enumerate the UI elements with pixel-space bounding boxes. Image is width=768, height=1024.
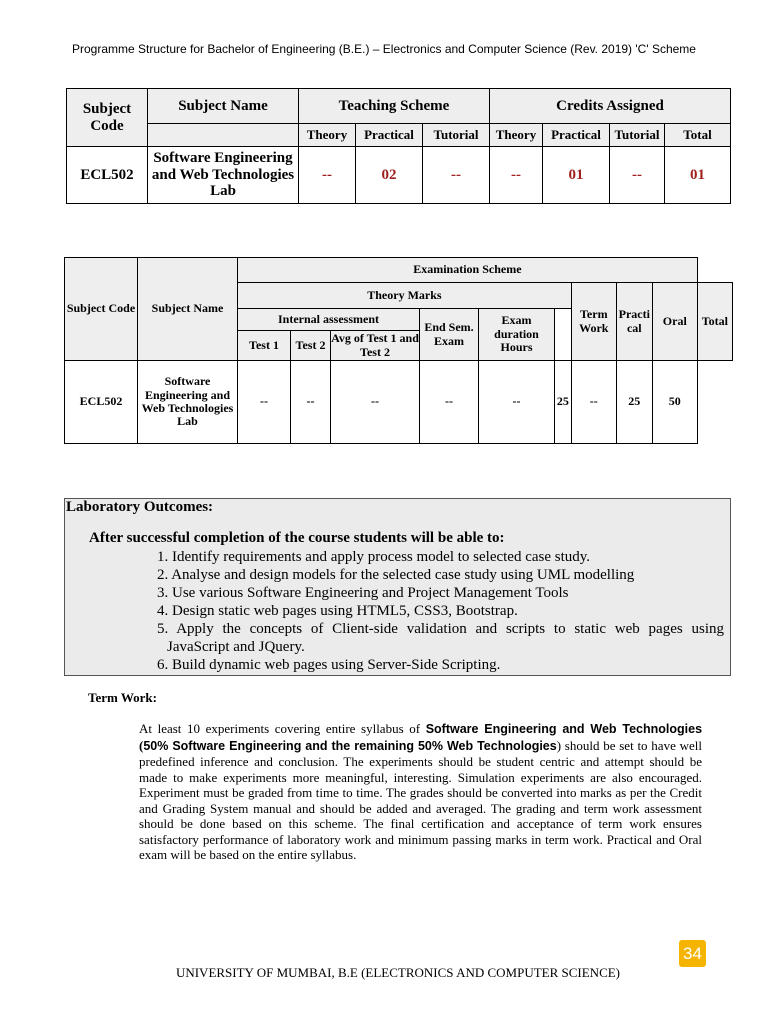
t1-sub-theory: Theory (299, 124, 356, 147)
t2-header-test2: Test 2 (291, 331, 331, 361)
t2-header-theory-marks: Theory Marks (238, 283, 572, 309)
t1-header-name: Subject Name (148, 89, 299, 124)
t1-header-credits: Credits Assigned (490, 89, 731, 124)
examination-scheme-table (64, 257, 733, 444)
outcome-item: 1. Identify requirements and apply process model to selected case study. (157, 549, 591, 565)
t2-row-practical: -- (571, 361, 616, 444)
t2-header-term-work: Term Work (571, 283, 616, 361)
t2-header-duration: Exam duration Hours (479, 309, 555, 361)
outcome-item: 3. Use various Software Engineering and Project Management Tools (157, 585, 569, 601)
t2-row-term-work: 25 (555, 361, 572, 444)
t1-cr-tutorial: Tutorial (610, 124, 665, 147)
term-work-paragraph: At least 10 experiments covering entire syllabus of Software Engineering and Web Technologies (50% Software Engineering and the remaining 50% Web Technologies) should be set to have well predefined inference and conclusion. The experiments should be student centric and attempt should be made to make experiments more meaningful, interesting. Simulation experiments are also encouraged. Experiment must be graded from time to time. The grades should be converted into marks as per the Credit and Grading System manual and should be added and averaged. The grading and term work assessment should be done based on this scheme. The final certification and acceptance of term work ensures satisfactory performance of laboratory work and minimum passing marks in term work. Practical and Oral exam will be based on the entire syllabus. (139, 721, 703, 862)
page-footer: UNIVERSITY OF MUMBAI, B.E (ELECTRONICS AND COMPUTER SCIENCE) (175, 965, 621, 980)
t1-row-code: ECL502 (67, 147, 148, 204)
t2-row-avg: -- (331, 361, 420, 444)
outcomes-list (157, 548, 724, 674)
t2-header-code: Subject Code (65, 258, 138, 361)
t1-cr-theory: Theory (490, 124, 543, 147)
t1-header-code: Subject Code (67, 89, 148, 147)
t1-row-ts-practical: 02 (356, 147, 423, 204)
t1-sub-practical: Practical (356, 124, 423, 147)
t1-row-name: Software Engineering and Web Technologies Lab (148, 147, 299, 204)
t2-row-test2: -- (291, 361, 331, 444)
t2-row-end-sem: -- (420, 361, 479, 444)
page-number-badge: 34 (679, 940, 706, 967)
teaching-scheme-table (66, 88, 731, 204)
term-work-title: Term Work: (88, 690, 157, 705)
t1-sub-tutorial: Tutorial (423, 124, 490, 147)
outcomes-title: Laboratory Outcomes: (66, 499, 214, 515)
t2-header-name: Subject Name (138, 258, 238, 361)
t2-row-total: 50 (652, 361, 697, 444)
t2-header-internal: Internal assessment (238, 309, 420, 331)
outcome-item-continuation: JavaScript and JQuery. (167, 639, 305, 655)
t1-cr-total: Total (665, 124, 731, 147)
t2-header-oral: Oral (652, 283, 697, 361)
t1-header-teaching: Teaching Scheme (299, 89, 490, 124)
t2-header-avg: Avg of Test 1 and Test 2 (331, 331, 419, 359)
t1-row-cr-theory: -- (490, 147, 543, 204)
outcomes-lead: After successful completion of the course students will be able to: (89, 530, 505, 546)
laboratory-outcomes-box (64, 498, 731, 676)
t2-header-exam-scheme: Examination Scheme (238, 258, 698, 283)
t1-row-ts-tutorial: -- (423, 147, 490, 204)
t1-row-ts-theory: -- (299, 147, 356, 204)
t2-row-test1: -- (238, 361, 291, 444)
t1-cr-practical: Practical (543, 124, 610, 147)
t1-row-cr-tutorial: -- (610, 147, 665, 204)
page-header: Programme Structure for Bachelor of Engineering (B.E.) – Electronics and Computer Science (Rev. 2019) 'C' Scheme (72, 42, 696, 56)
outcome-item: 4. Design static web pages using HTML5, CSS3, Bootstrap. (157, 603, 518, 619)
t2-row-duration: -- (479, 361, 555, 444)
t1-row-cr-practical: 01 (543, 147, 610, 204)
outcome-item: 2. Analyse and design models for the selected case study using UML modelling (157, 567, 635, 583)
t2-row-name: Software Engineering and Web Technologies Lab (138, 361, 238, 444)
t2-header-end-sem: End Sem. Exam (420, 309, 479, 361)
outcome-item: 6. Build dynamic web pages using Server-Side Scripting. (157, 657, 501, 673)
t2-row-oral: 25 (616, 361, 652, 444)
t2-header-total: Total (697, 283, 732, 361)
outcome-item: 5. Apply the concepts of Client-side validation and scripts to static web pages using (157, 621, 724, 637)
t1-row-cr-total: 01 (665, 147, 731, 204)
t2-header-test1: Test 1 (238, 331, 291, 361)
t2-row-code: ECL502 (65, 361, 138, 444)
t2-header-practical: Practi cal (616, 283, 652, 361)
t1-empty-cell (148, 124, 299, 147)
